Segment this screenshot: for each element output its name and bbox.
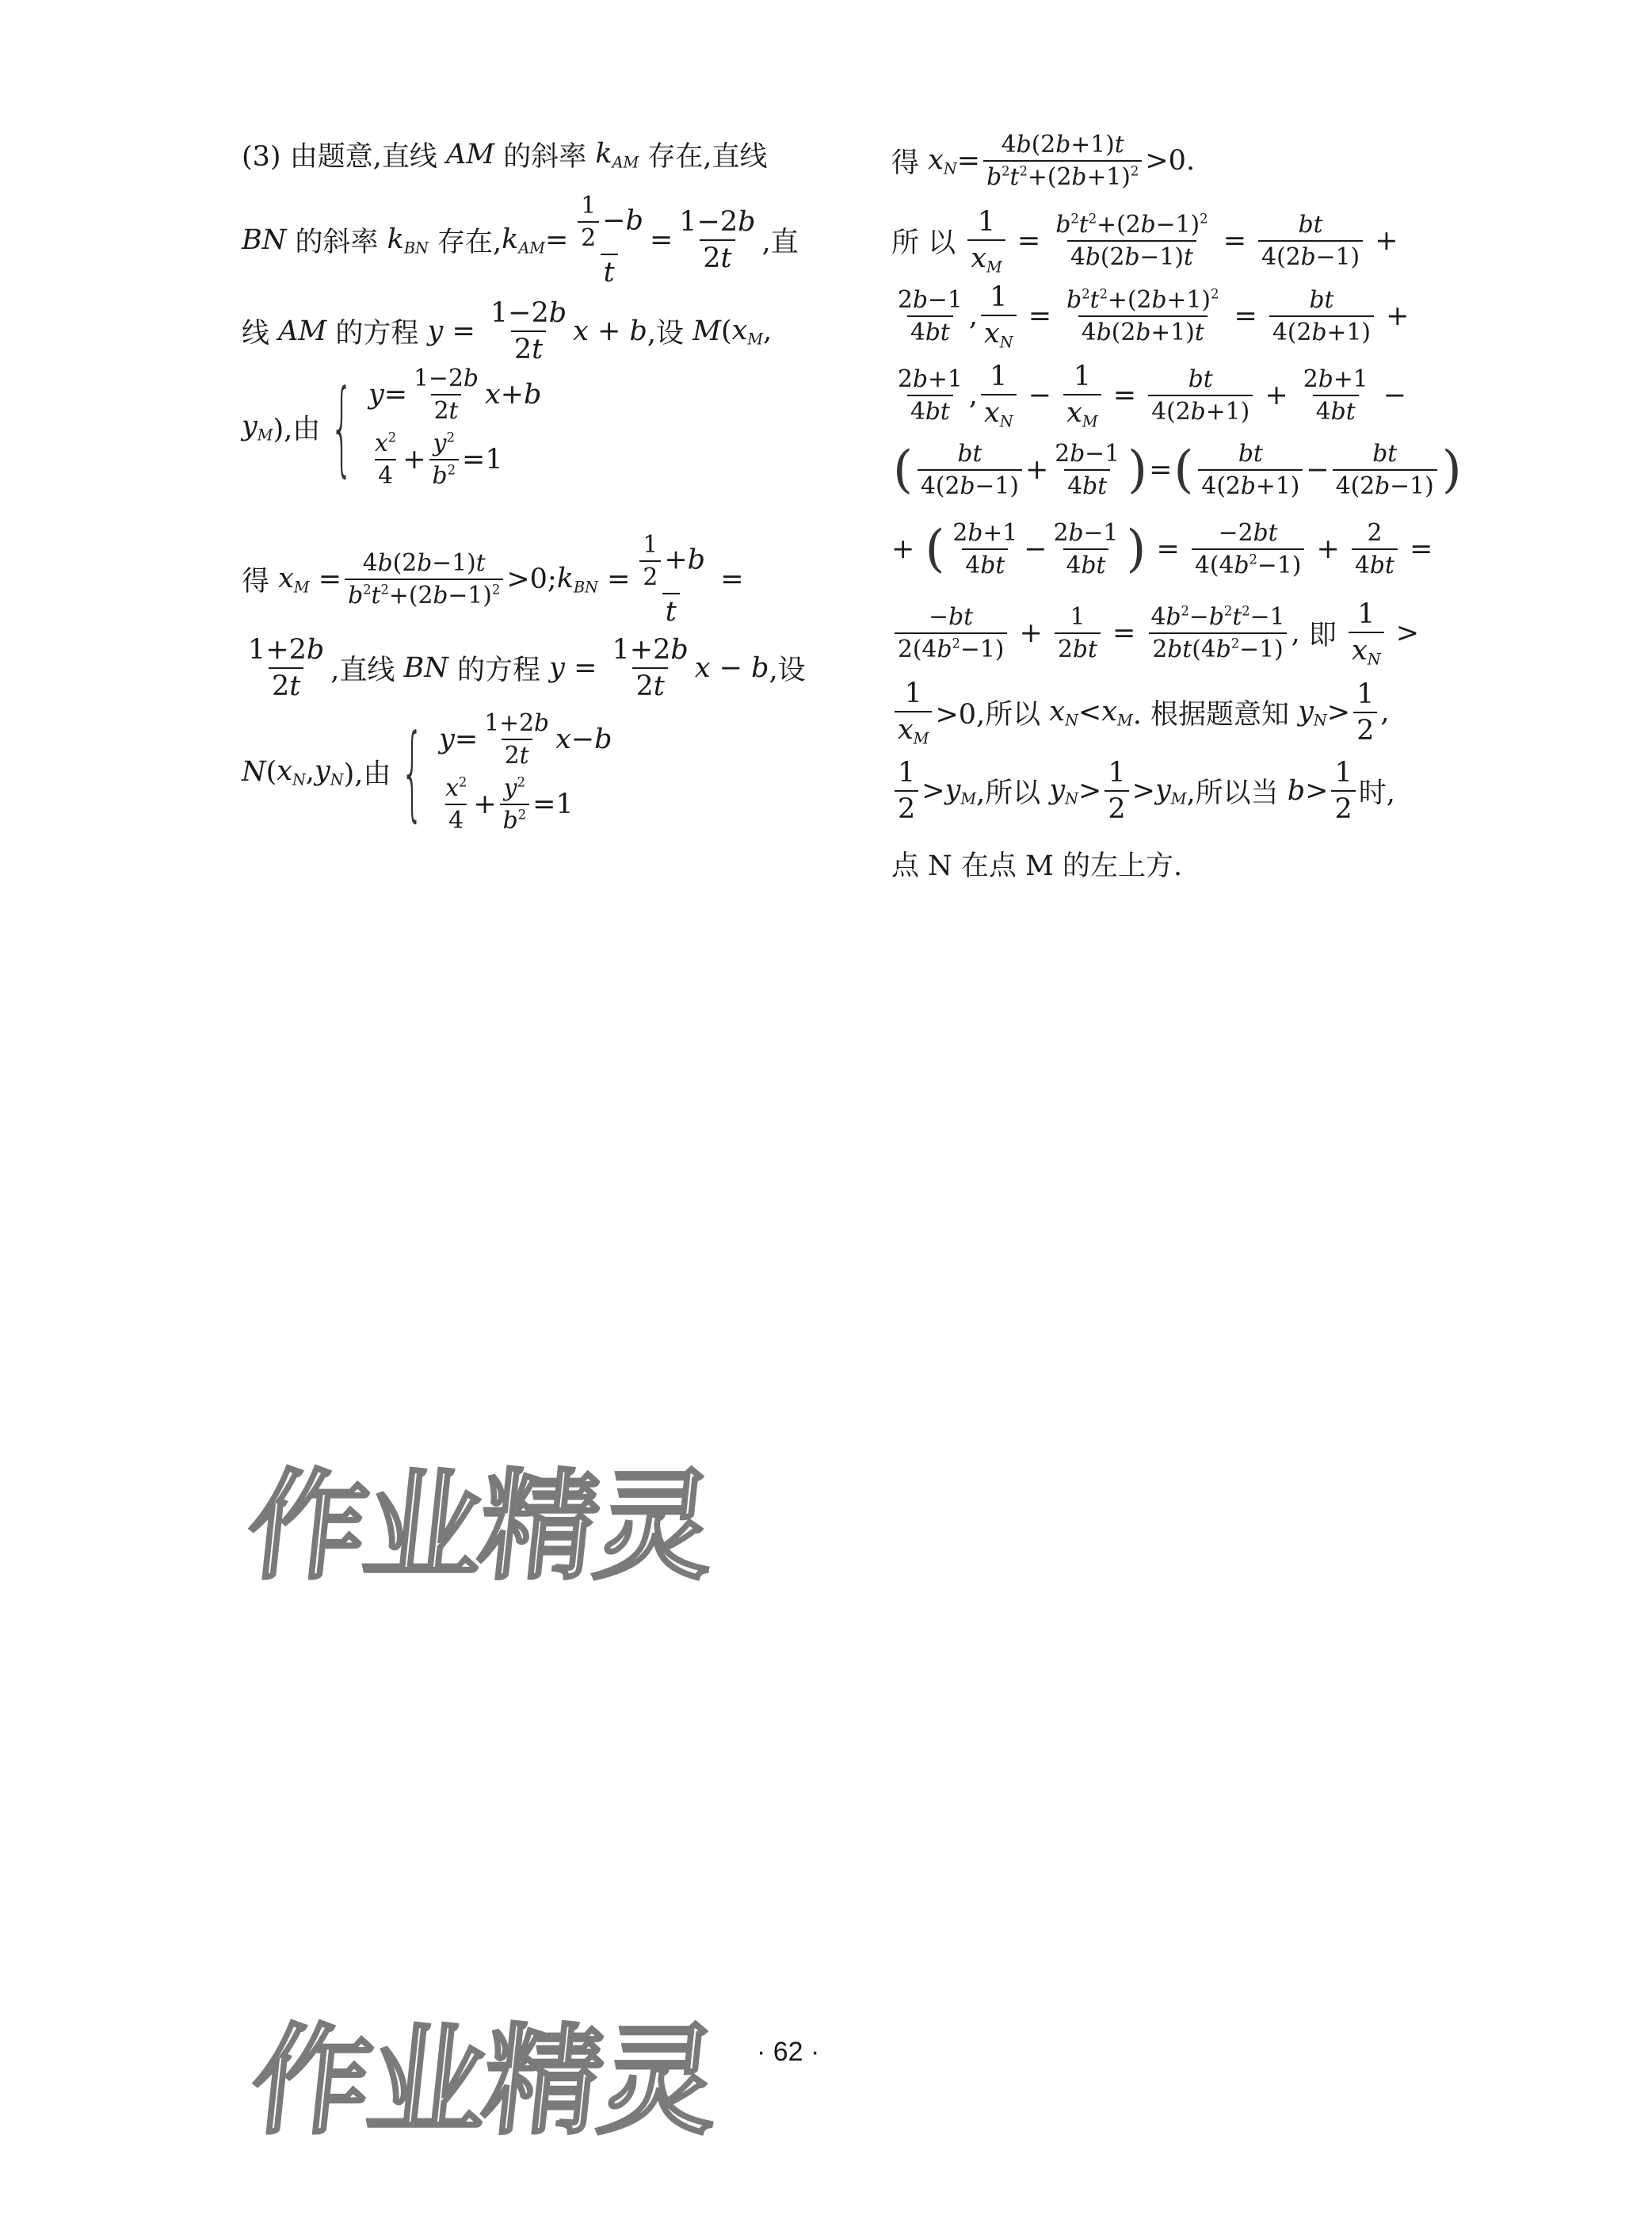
text-line: 1+2b 2t ,直线 BN 的方程 y = 1+2b 2t x − b ,设 (248, 634, 806, 702)
text-line: BN 的斜率 $k_{BN}$ 存在, $k_{AM}$ = $\frac{1}{2}$ −b t = 1−2b 2t ,直 (242, 192, 799, 288)
text-line: 所 以 1 $x_M$ = $b^2t^2+(2b-1)^2$ 4b(2b−1)t = bt 4(2b−1) + (891, 206, 1398, 277)
text-line: 2b+1 4bt , 1 $x_N$ − 1 $x_M$ = bt 4(2b+1) + 2b+1 4bt − (898, 361, 1407, 431)
text-line: 1 $x_M$ >0,所以 $x_N$ < $x_M$ . 根据题意知 $y_N$ > 1 2 , (891, 678, 1389, 748)
text-line: 线 AM 的方程 y = 1−2b 2t x + b ,设 M ( $x_M$ , (242, 297, 773, 365)
text-line: 点 N 在点 M 的左上方. (891, 850, 1183, 882)
text-line: 得 $x_M$ = 4b(2b−1)t $b^2t^2+(2b-1)^2$ >0; $k_{BN}$ = $\frac{1}{2}$ +b t = (242, 531, 744, 628)
watermark: 作业精灵 (245, 2013, 723, 2151)
fraction: $\frac{1}{2}$ −b t (571, 192, 647, 288)
text-line: + ( 2b+1 4bt − 2b−1 4bt ) = −2bt $4(4b^2-1)$ + 2 4bt = (891, 519, 1433, 579)
text-line: ( bt 4(2b−1) + 2b−1 4bt ) = ( bt 4(2b+1) − bt 4(2b−1) ) (893, 440, 1462, 500)
equation-system: N ( $x_N$ , $y_N$ ),由 { y = 1+2b 2t x − b $x^2$ 4 + $y^2$ $b^2$ =1 (242, 709, 612, 835)
text-line: 1 2 > $y_M$ ,所以 $y_N$ > 1 2 > $y_M$ ,所以当 b > 1 2 时, (891, 757, 1395, 825)
watermark: 作业精灵 (241, 1458, 719, 1596)
text-line: 2b−1 4bt , 1 $x_N$ = $b^2t^2+(2b+1)^2$ 4b(2b+1)t = bt 4(2b+1) + (898, 281, 1410, 352)
text-line: −bt $2(4b^2-1)$ + 1 2bt = $4b^2-b^2t^2-1$ $2bt(4b^2-1)$ , 即 1 $x_N$ > (891, 598, 1419, 669)
equation-system: $y_M$ ),由 { y = 1−2b 2t x + b $x^2$ 4 + $y^2$ $b^2$ =1 (242, 365, 542, 490)
fraction: 1−2b 2t (679, 206, 756, 274)
page-number: · 62 · (757, 2037, 820, 2067)
text-line: (3) 由题意,直线 AM 的斜率 $k_{AM}$ 存在,直线 (242, 137, 768, 173)
text-line: 得 $x_N$ = 4b(2b+1)t $b^2t^2+(2b+1)^2$ >0. (891, 131, 1196, 191)
